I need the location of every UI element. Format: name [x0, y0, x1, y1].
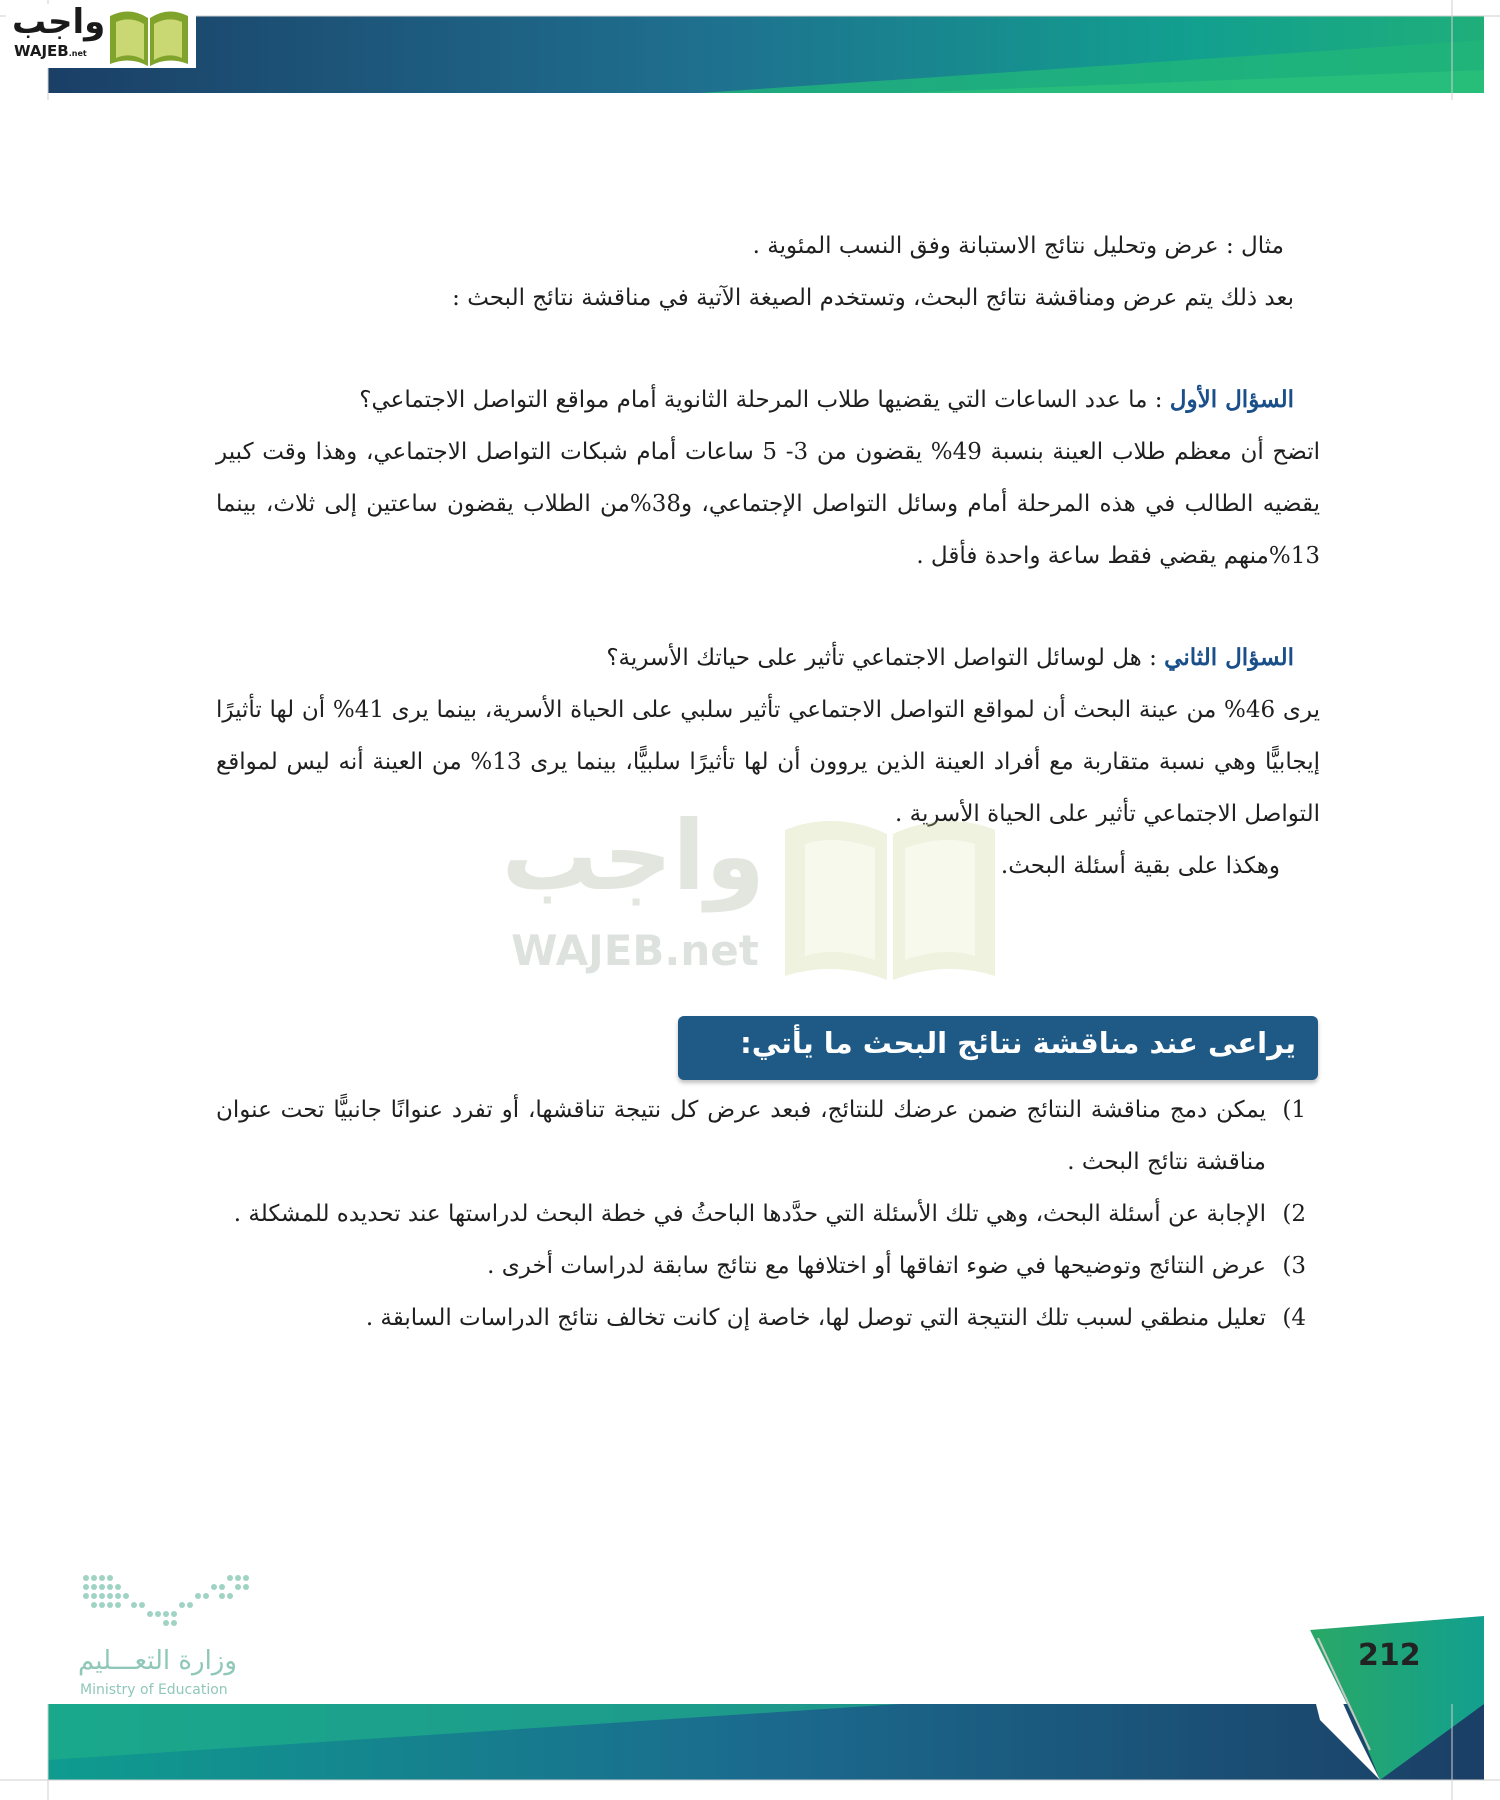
question1-line: [210, 374, 1294, 426]
question1-text: : ما عدد الساعات التي يقضيها طلاب المرحلة الثانوية أمام مواقع التواصل الاجتماعي؟: [359, 387, 1170, 413]
book-icon: [106, 6, 192, 70]
example-line: مثال : عرض وتحليل نتائج الاستبانة وفق النسب المئوية .: [752, 233, 1284, 259]
question2-answer: يرى 46% من عينة البحث أن لمواقع التواصل الاجتماعي تأثير سلبي على الحياة الأسرية، بينما يرى 41% أن لها تأثيرًا إيجابيًّا وهي نسبة متقاربة مع أفراد العينة الذين يروون أن لها تأثيرًا سلبيًّا، بينما يرى 13% من العينة أنه ليس لمواقع التواصل الاجتماعي تأثير على الحياة الأسرية .: [216, 697, 1320, 827]
after-line: بعد ذلك يتم عرض ومناقشة نتائج البحث، وتستخدم الصيغة الآتية في مناقشة نتائج البحث :: [452, 285, 1294, 311]
list-item: [216, 1240, 1306, 1292]
footer-band: [0, 1610, 1500, 1800]
header-band: [0, 0, 1500, 100]
question1-label: السؤال الأول: [1169, 386, 1294, 413]
list-item-number: 3): [1282, 1253, 1306, 1279]
question2-text: : هل لوسائل التواصل الاجتماعي تأثير على حياتك الأسرية؟: [606, 645, 1165, 671]
ministry-arabic: وزارة التعـــليم: [78, 1646, 237, 1676]
list-item-number: 4): [1282, 1305, 1306, 1331]
question2-line: [210, 632, 1294, 684]
list-item-text: عرض النتائج وتوضيحها في ضوء اتفاقها أو اختلافها مع نتائج سابقة لدراسات أخرى .: [487, 1253, 1266, 1279]
page-number: 212: [1358, 1638, 1421, 1673]
question2-closing: وهكذا على بقية أسئلة البحث.: [1000, 853, 1280, 879]
list-item-text: الإجابة عن أسئلة البحث، وهي تلك الأسئلة التي حدَّدها الباحثُ في خطة البحث لدراستها عند تحديده للمشكلة .: [233, 1201, 1266, 1227]
considerations-list: [216, 1084, 1306, 1344]
site-logo[interactable]: [6, 4, 196, 68]
list-item-text: تعليل منطقي لسبب تلك النتيجة التي توصل لها، خاصة إن كانت تخالف نتائج الدراسات السابقة .: [365, 1305, 1266, 1331]
list-item-number: 1): [1282, 1097, 1306, 1123]
list-item: [216, 1292, 1306, 1344]
question1-answer: اتضح أن معظم طلاب العينة بنسبة 49% يقضون من 3- 5 ساعات أمام شبكات التواصل الاجتماعي، وهذا وقت كبير يقضيه الطالب في هذه المرحلة أمام وسائل التواصل الإجتماعي، و38%من الطلاب يقضون ساعتين إلى ثلاث، بينما 13%منهم يقضي فقط ساعة واحدة فأقل .: [216, 439, 1321, 569]
watermark-arabic: واجب: [501, 800, 765, 912]
list-item: [216, 1188, 1306, 1240]
question2-label: السؤال الثاني: [1164, 644, 1294, 671]
considerations-heading-box: [678, 1016, 1318, 1080]
logo-english: WAJEB.net: [14, 42, 87, 60]
ministry-english: Ministry of Education: [80, 1682, 228, 1698]
considerations-heading: يراعى عند مناقشة نتائج البحث ما يأتي:: [740, 1026, 1296, 1060]
logo-arabic: واجب: [12, 2, 106, 42]
list-item-number: 2): [1282, 1201, 1306, 1227]
list-item: [216, 1084, 1306, 1188]
watermark-english: WAJEB.net: [511, 926, 759, 975]
list-item-text: يمكن دمج مناقشة النتائج ضمن عرضك للنتائج، فبعد عرض كل نتيجة تناقشها، أو تفرد عنوانًا جانبيًّا تحت عنوان مناقشة نتائج البحث .: [216, 1097, 1266, 1175]
